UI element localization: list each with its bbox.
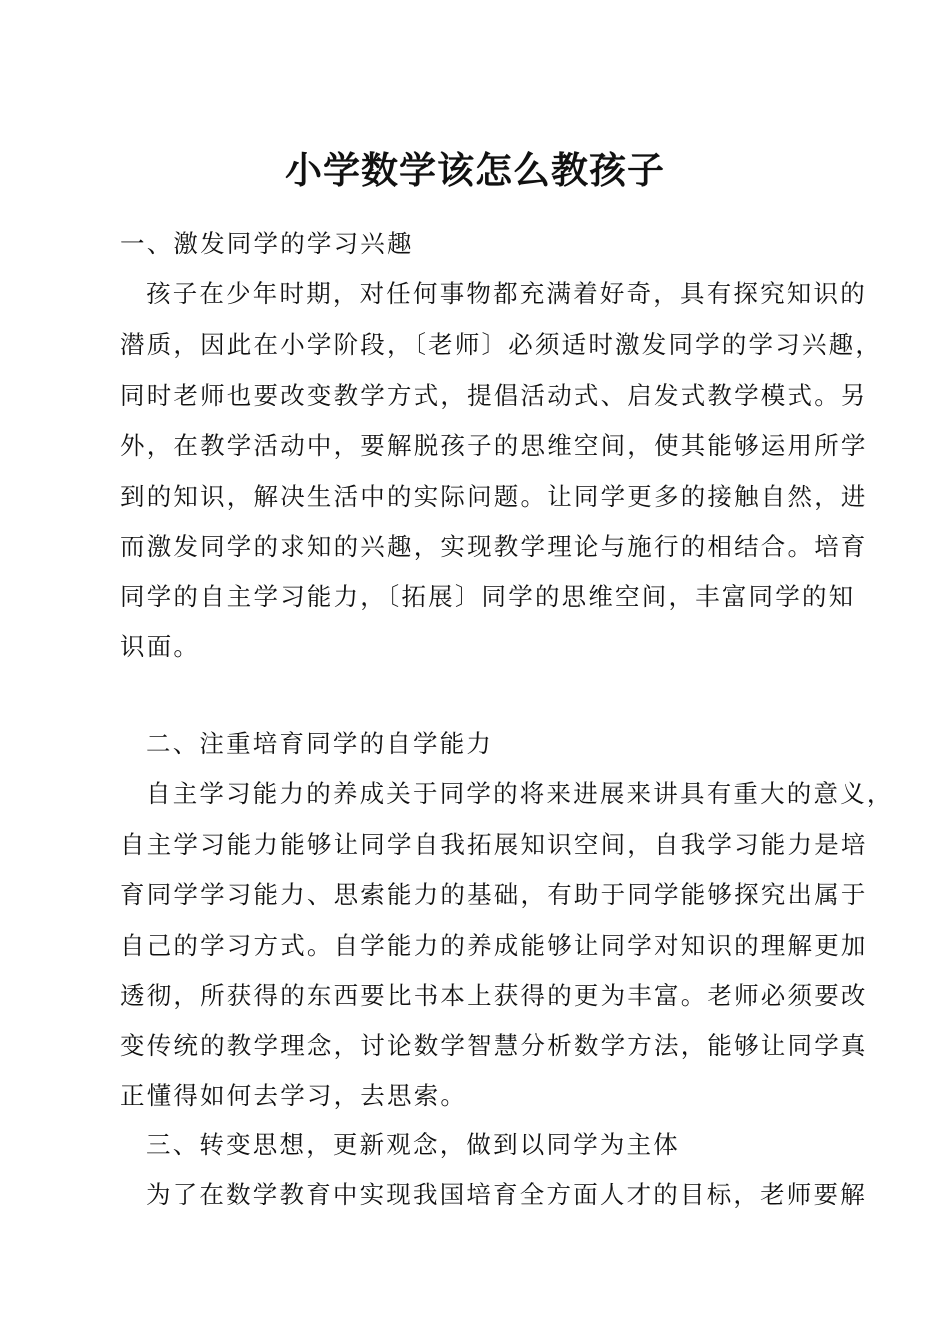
- paragraph-line: 变传统的教学理念，讨论数学智慧分析数学方法，能够让同学真: [120, 1031, 868, 1060]
- paragraph-line: 到的知识，解决生活中的实际问题。让同学更多的接触自然，进: [120, 482, 868, 511]
- paragraph-line: 孩子在少年时期，对任何事物都充满着好奇，具有探究知识的: [146, 279, 867, 308]
- paragraph-line: 为了在数学教育中实现我国培育全方面人才的目标，老师要解: [146, 1180, 867, 1209]
- paragraph-line: 自主学习能力能够让同学自我拓展知识空间，自我学习能力是培: [120, 830, 868, 859]
- section-heading-1: 一、激发同学的学习兴趣: [120, 229, 414, 258]
- section-heading-3: 三、转变思想，更新观念，做到以同学为主体: [146, 1130, 680, 1159]
- paragraph-line: 透彻，所获得的东西要比书本上获得的更为丰富。老师必须要改: [120, 981, 868, 1010]
- paragraph-line: 识面。: [120, 632, 201, 661]
- paragraph-line: 潜质，因此在小学阶段，〔老师〕必须适时激发同学的学习兴趣，: [120, 330, 883, 359]
- paragraph-line: 自己的学习方式。自学能力的养成能够让同学对知识的理解更加: [120, 931, 868, 960]
- section-heading-2: 二、注重培育同学的自学能力: [146, 729, 494, 758]
- paragraph-line: 而激发同学的求知的兴趣，实现教学理论与施行的相结合。培育: [120, 532, 868, 561]
- paragraph-line: 育同学学习能力、思索能力的基础，有助于同学能够探究出属于: [120, 880, 868, 909]
- paragraph-line: 自主学习能力的养成关于同学的将来进展来讲具有重大的意义，: [146, 779, 894, 808]
- document-title: 小学数学该怎么教孩子: [285, 148, 665, 192]
- paragraph-line: 同时老师也要改变教学方式，提倡活动式、启发式教学模式。另: [120, 381, 868, 410]
- paragraph-line: 同学的自主学习能力，〔拓展〕同学的思维空间，丰富同学的知: [120, 582, 856, 611]
- paragraph-line: 外，在教学活动中，要解脱孩子的思维空间，使其能够运用所学: [120, 431, 868, 460]
- paragraph-line: 正懂得如何去学习，去思索。: [120, 1081, 468, 1110]
